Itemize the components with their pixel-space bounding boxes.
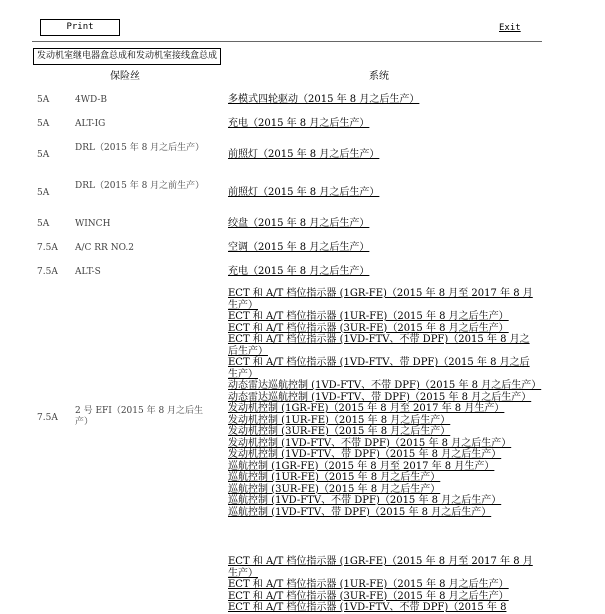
system-link[interactable]: 空调（2015 年 8 月之后生产）: [228, 242, 370, 253]
system-link[interactable]: 巡航控制 (1GR-FE)（2015 年 8 月至 2017 年 8 月生产）: [228, 460, 495, 472]
system-link[interactable]: 巡航控制 (1VD-FTV、不带 DPF)（2015 年 8 月之后生产）: [228, 495, 502, 506]
fuse-name: WINCH: [75, 219, 111, 229]
system-link[interactable]: 充电（2015 年 8 月之后生产）: [228, 118, 370, 129]
system-list: [228, 242, 538, 254]
fuse-amperage: 5A: [37, 95, 50, 105]
system-link[interactable]: ECT 和 A/T 档位指示器 (1VD-FTV、带 DPF)（2015 年 8 月之后生产）: [228, 357, 530, 380]
system-link[interactable]: 绞盘（2015 年 8 月之后生产）: [228, 218, 370, 229]
system-list: [228, 266, 538, 278]
fuse-amperage: 7.5A: [37, 243, 58, 253]
fuse-name: ALT-S: [75, 267, 101, 277]
print-button[interactable]: Print: [40, 19, 120, 36]
fuse-amperage: 5A: [37, 119, 50, 129]
fuse-amperage: 5A: [37, 188, 50, 198]
header-divider: [32, 41, 542, 42]
system-link[interactable]: 发动机控制 (1VD-FTV、带 DPF)（2015 年 8 月之后生产）: [228, 449, 502, 460]
system-link[interactable]: ECT 和 A/T 档位指示器 (1UR-FE)（2015 年 8 月之后生产）: [228, 311, 509, 322]
system-link[interactable]: 发动机控制 (3UR-FE)（2015 年 8 月之后生产）: [228, 426, 451, 437]
system-list: [228, 556, 538, 614]
system-link[interactable]: 发动机控制 (1UR-FE)（2015 年 8 月之后生产）: [228, 414, 451, 426]
system-link[interactable]: 巡航控制 (1UR-FE)（2015 年 8 月之后生产）: [228, 472, 441, 483]
system-link[interactable]: 前照灯（2015 年 8 月之后生产）: [228, 187, 380, 198]
system-link[interactable]: ECT 和 A/T 档位指示器 (3UR-FE)（2015 年 8 月之后生产）: [228, 590, 509, 602]
system-link[interactable]: 发动机控制 (1VD-FTV、不带 DPF)（2015 年 8 月之后生产）: [228, 437, 512, 449]
system-link[interactable]: 充电（2015 年 8 月之后生产）: [228, 266, 370, 277]
fuse-name: ALT-IG: [75, 119, 106, 129]
fuse-amperage: 5A: [37, 150, 50, 160]
system-list: [228, 218, 538, 230]
system-link[interactable]: 多模式四轮驱动（2015 年 8 月之后生产）: [228, 94, 420, 105]
system-list: [228, 94, 538, 106]
system-link[interactable]: ECT 和 A/T 档位指示器 (1UR-FE)（2015 年 8 月之后生产）: [228, 579, 509, 590]
exit-link[interactable]: Exit: [499, 23, 521, 33]
fuse-amperage: 5A: [37, 219, 50, 229]
system-link[interactable]: 发动机控制 (1GR-FE)（2015 年 8 月至 2017 年 8 月生产）: [228, 403, 505, 414]
system-link[interactable]: ECT 和 A/T 档位指示器 (1GR-FE)（2015 年 8 月至 2017 年 8 月生产）: [228, 556, 533, 579]
system-link[interactable]: ECT 和 A/T 档位指示器 (1VD-FTV、不带 DPF)（2015 年 8 月之后生产）: [228, 334, 530, 357]
fuse-name: 2 号 EFI（2015 年 8 月之后生产）: [75, 406, 204, 427]
fuse-amperage: 7.5A: [37, 267, 58, 277]
fuse-name: DRL（2015 年 8 月之后生产）: [75, 143, 205, 153]
system-list: [228, 118, 538, 130]
system-link[interactable]: ECT 和 A/T 档位指示器 (1GR-FE)（2015 年 8 月至 2017 年 8 月生产）: [228, 288, 533, 311]
system-list: [228, 149, 538, 161]
fuse-name: A/C RR NO.2: [75, 243, 135, 253]
system-list: [228, 187, 538, 199]
system-link[interactable]: 动态雷达巡航控制 (1VD-FTV、不带 DPF)（2015 年 8 月之后生产）: [228, 380, 542, 391]
system-link[interactable]: ECT 和 A/T 档位指示器 (3UR-FE)（2015 年 8 月之后生产）: [228, 322, 509, 334]
system-link[interactable]: 前照灯（2015 年 8 月之后生产）: [228, 149, 380, 160]
system-link[interactable]: ECT 和 A/T 档位指示器 (1VD-FTV、不带 DPF)（2015 年 8: [228, 602, 507, 613]
fuse-amperage: 7.5A: [37, 413, 58, 423]
fuse-column-header: 保险丝: [110, 71, 140, 82]
system-list: [228, 288, 542, 518]
fuse-name: 4WD-B: [75, 95, 108, 105]
table-title: 发动机室继电器盒总成和发动机室接线盒总成: [33, 48, 221, 65]
system-link[interactable]: 巡航控制 (3UR-FE)（2015 年 8 月之后生产）: [228, 483, 441, 495]
system-column-header: 系统: [369, 71, 389, 82]
system-link[interactable]: 动态雷达巡航控制 (1VD-FTV、带 DPF)（2015 年 8 月之后生产）: [228, 391, 532, 403]
system-link[interactable]: 巡航控制 (1VD-FTV、带 DPF)（2015 年 8 月之后生产）: [228, 506, 492, 518]
fuse-name: DRL（2015 年 8 月之前生产）: [75, 181, 205, 191]
